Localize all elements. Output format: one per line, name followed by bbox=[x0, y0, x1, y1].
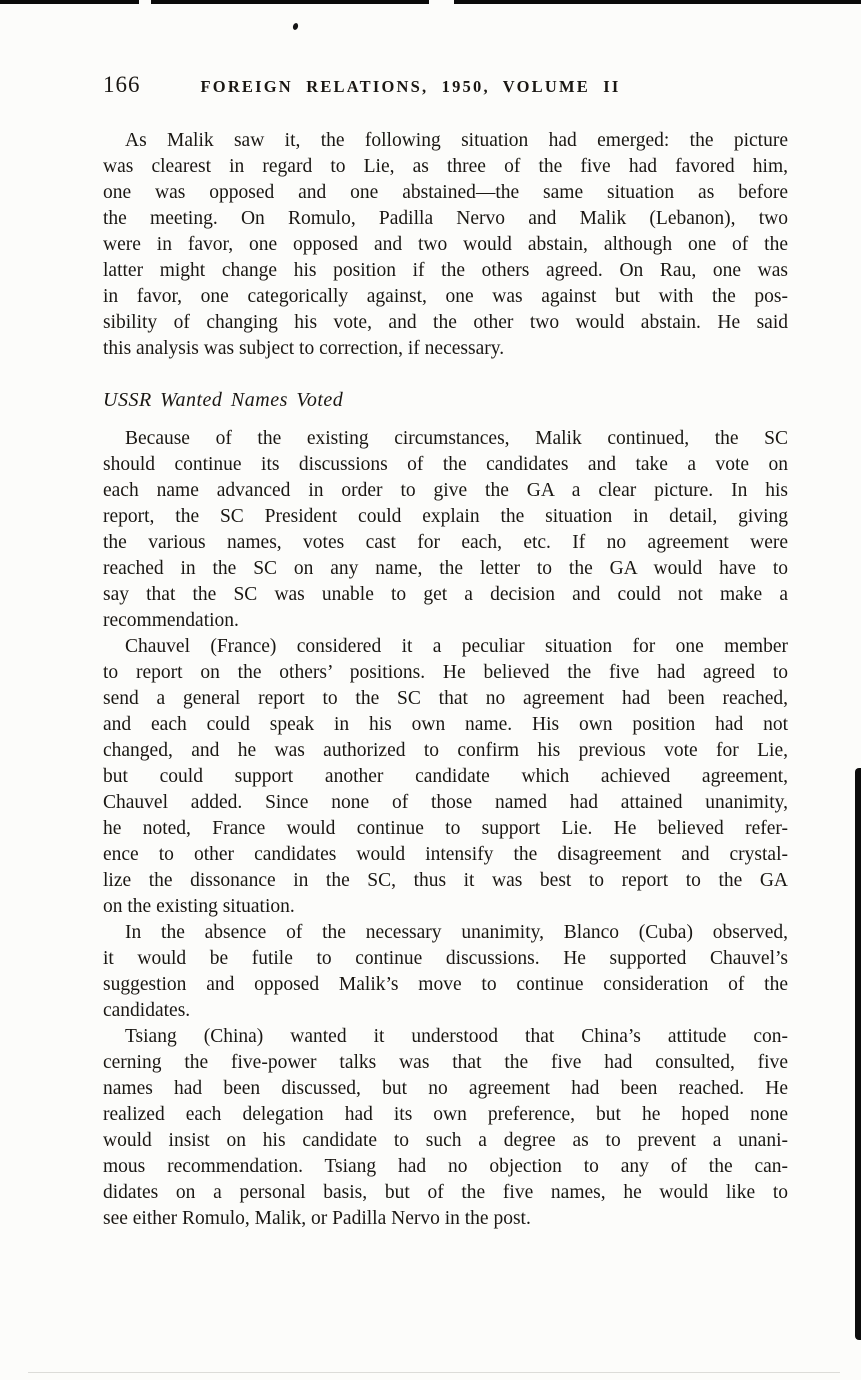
text-line: were in favor, one opposed and two would abstain, although one of the bbox=[103, 234, 788, 255]
text-line: he noted, France would continue to support Lie. He believed refer- bbox=[103, 818, 788, 839]
scan-edge-bottom-line bbox=[28, 1372, 840, 1373]
text-line: this analysis was subject to correction, if necessary. bbox=[103, 338, 505, 359]
text-line: candidates. bbox=[103, 1000, 191, 1021]
text-line: say that the SC was unable to get a decision and could not make a bbox=[103, 584, 788, 605]
text-line: sibility of changing his vote, and the other two would abstain. He said bbox=[103, 312, 788, 333]
text-line: Because of the existing circumstances, Malik continued, the SC bbox=[125, 428, 788, 449]
text-line: the various names, votes cast for each, etc. If no agreement were bbox=[103, 532, 788, 553]
page-header bbox=[0, 72, 861, 98]
text-line: the meeting. On Romulo, Padilla Nervo and Malik (Lebanon), two bbox=[103, 208, 788, 229]
text-line: suggestion and opposed Malik’s move to continue consideration of the bbox=[103, 974, 788, 995]
ink-speck bbox=[292, 22, 299, 30]
text-line: As Malik saw it, the following situation had emerged: the picture bbox=[125, 130, 788, 151]
scan-edge-top-strip bbox=[0, 0, 861, 4]
text-line: Tsiang (China) wanted it understood that China’s attitude con- bbox=[125, 1026, 788, 1047]
text-line: report, the SC President could explain the situation in detail, giving bbox=[103, 506, 788, 527]
text-line: cerning the five-power talks was that the five had consulted, five bbox=[103, 1052, 788, 1073]
text-column bbox=[103, 128, 788, 1232]
text-line: on the existing situation. bbox=[103, 896, 295, 917]
text-line: should continue its discussions of the candidates and take a vote on bbox=[103, 454, 788, 475]
running-title: FOREIGN RELATIONS, 1950, VOLUME II bbox=[200, 77, 621, 96]
text-line: names had been discussed, but no agreement had been reached. He bbox=[103, 1078, 788, 1099]
text-line: recommendation. bbox=[103, 610, 239, 631]
text-line: would insist on his candidate to such a degree as to prevent a unani- bbox=[103, 1130, 788, 1151]
section-heading: USSR Wanted Names Voted bbox=[103, 389, 344, 411]
text-line: each name advanced in order to give the GA a clear picture. In his bbox=[103, 480, 788, 501]
scan-edge-right-bar bbox=[855, 768, 861, 1340]
text-line: In the absence of the necessary unanimity, Blanco (Cuba) observed, bbox=[125, 922, 788, 943]
text-line: changed, and he was authorized to confirm his previous vote for Lie, bbox=[103, 740, 788, 761]
paragraph-malik-proposal bbox=[103, 426, 788, 634]
text-line: and each could speak in his own name. His own position had not bbox=[103, 714, 788, 735]
text-line: in favor, one categorically against, one was against but with the pos- bbox=[103, 286, 788, 307]
text-line: to report on the others’ positions. He believed the five had agreed to bbox=[103, 662, 788, 683]
paragraph-tsiang bbox=[103, 1024, 788, 1232]
text-line: mous recommendation. Tsiang had no objection to any of the can- bbox=[103, 1156, 788, 1177]
text-line: Chauvel (France) considered it a peculiar situation for one member bbox=[125, 636, 788, 657]
paragraph-chauvel bbox=[103, 634, 788, 920]
text-line: see either Romulo, Malik, or Padilla Nervo in the post. bbox=[103, 1208, 531, 1229]
paragraph-blanco bbox=[103, 920, 788, 1024]
text-line: realized each delegation had its own preference, but he hoped none bbox=[103, 1104, 788, 1125]
text-line: but could support another candidate which achieved agreement, bbox=[103, 766, 788, 787]
text-line: it would be futile to continue discussions. He supported Chauvel’s bbox=[103, 948, 788, 969]
text-line: reached in the SC on any name, the letter to the GA would have to bbox=[103, 558, 788, 579]
text-line: Chauvel added. Since none of those named had attained unanimity, bbox=[103, 792, 788, 813]
page-number: 166 bbox=[103, 72, 141, 97]
text-line: lize the dissonance in the SC, thus it was best to report to the GA bbox=[103, 870, 788, 891]
text-line: one was opposed and one abstained—the same situation as before bbox=[103, 182, 788, 203]
text-line: send a general report to the SC that no agreement had been reached, bbox=[103, 688, 788, 709]
paragraph-malik-analysis bbox=[103, 128, 788, 362]
text-line: was clearest in regard to Lie, as three of the five had favored him, bbox=[103, 156, 788, 177]
text-line: ence to other candidates would intensify the disagreement and crystal- bbox=[103, 844, 788, 865]
text-line: latter might change his position if the others agreed. On Rau, one was bbox=[103, 260, 788, 281]
text-line: didates on a personal basis, but of the five names, he would like to bbox=[103, 1182, 788, 1203]
